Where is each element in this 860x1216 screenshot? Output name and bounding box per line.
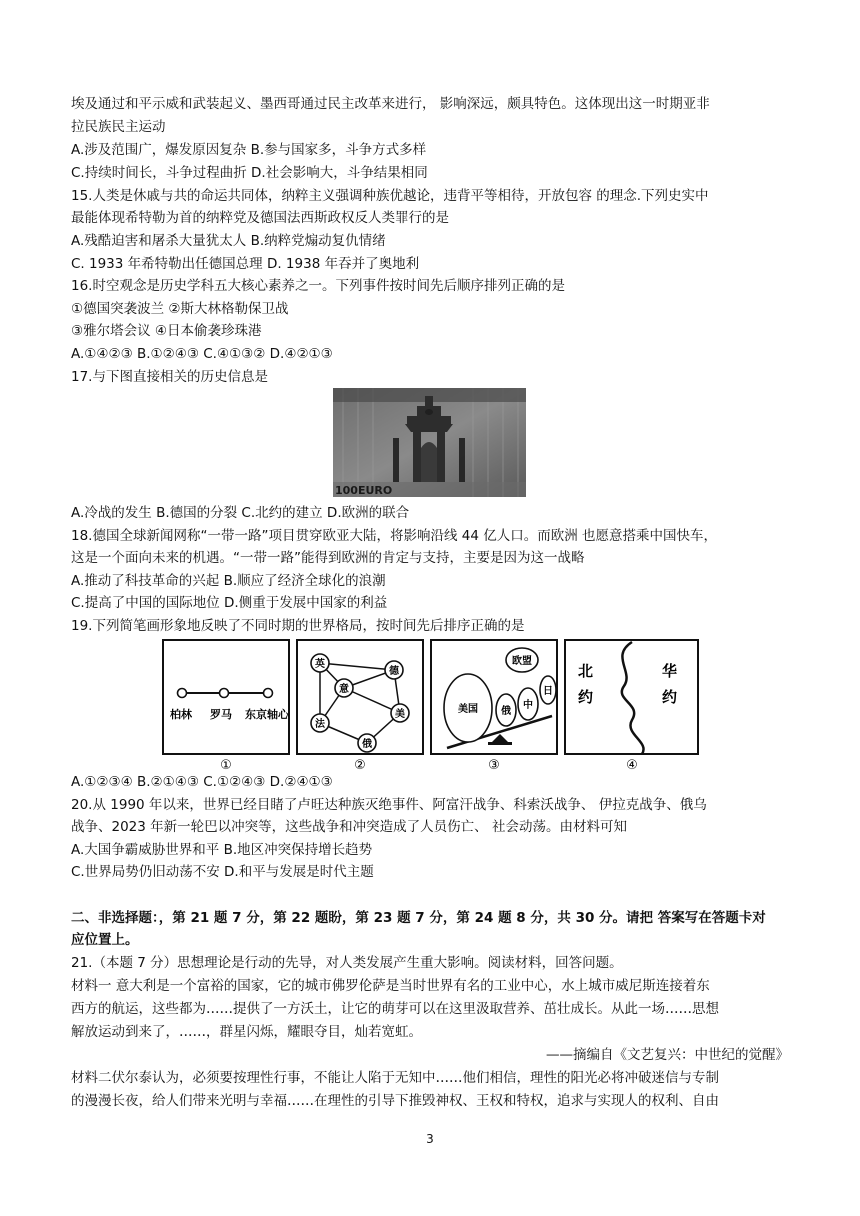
section-heading: 应位置上。 xyxy=(71,932,139,948)
text-line: 最能体现希特勒为首的纳粹党及德国法西斯政权反人类罪行的是 xyxy=(71,210,449,226)
label-usa: 美国 xyxy=(458,704,478,715)
option-line: A.残酷迫害和屠杀大量犹太人 B.纳粹党煽动复仇情绪 xyxy=(71,233,386,249)
material-line: 材料一 意大利是一个富裕的国家，它的城市佛罗伦萨是当时世界有名的工业中心，水上城市威尼斯连接着东 xyxy=(71,978,710,994)
source-citation: ——摘编自《文艺复兴：中世纪的觉醒》 xyxy=(546,1047,789,1063)
label-italy: 意 xyxy=(339,684,349,695)
panel-4-divide xyxy=(578,642,677,754)
text-line: 战争、2023 年新一轮巴以冲突等，这些战争和冲突造成了人员伤亡、 社会动荡。由材料可知 xyxy=(71,819,627,835)
text-line: ③雅尔塔会议 ④日本偷袭珍珠港 xyxy=(71,323,262,339)
panel-2-network xyxy=(311,654,409,752)
material-line: 解放运动到来了，……，群星闪烁，耀眼夺目，灿若宽虹。 xyxy=(71,1024,422,1040)
label-russia: 俄 xyxy=(362,739,372,750)
text-line: 埃及通过和平示威和武装起义、墨西哥通过民主改革来进行， 影响深远，颇具特色。这体现出这一时期亚非 xyxy=(71,96,710,112)
label-nato-2: 约 xyxy=(578,688,594,706)
option-line: A.①②③④ B.②①④③ C.①②④③ D.②④①③ xyxy=(71,774,333,790)
label-rome: 罗马 xyxy=(210,708,232,721)
question-17: 17.与下图直接相关的历史信息是 xyxy=(71,369,268,385)
label-berlin: 柏林 xyxy=(170,708,192,721)
text-line: 这是一个面向未来的机遇。“一带一路”能得到欧洲的肯定与支持，主要是因为这一战略 xyxy=(71,550,585,566)
label-uk: 英 xyxy=(315,659,325,670)
text-line: ①德国突袭波兰 ②斯大林格勒保卫战 xyxy=(71,301,289,317)
question-21: 21.（本题 7 分）思想理论是行动的先导，对人类发展产生重大影响。阅读材料，回答问题。 xyxy=(71,955,623,971)
label-warsaw-2: 约 xyxy=(662,688,678,706)
label-china: 中 xyxy=(523,700,533,711)
option-line: C. 1933 年希特勒出任德国总理 D. 1938 年吞并了奥地利 xyxy=(71,256,420,272)
panel-number: ① xyxy=(220,758,232,772)
option-line: C.提高了中国的国际地位 D.侧重于发展中国家的利益 xyxy=(71,595,388,611)
question-16: 16.时空观念是历史学科五大核心素养之一。下列事件按时间先后顺序排列正确的是 xyxy=(71,278,565,294)
label-germany: 德 xyxy=(389,666,399,677)
question-20: 20.从 1990 年以来，世界已经目睹了卢旺达种族灭绝事件、阿富汗战争、科索沃战争、 伊拉克战争、俄乌 xyxy=(71,797,707,813)
label-russia: 俄 xyxy=(501,706,511,717)
label-tokyo-axis: 东京轴心 xyxy=(245,708,289,721)
page-number: 3 xyxy=(426,1132,434,1146)
label-eu: 欧盟 xyxy=(512,656,532,667)
panel-number: ④ xyxy=(626,758,638,772)
option-line: A.①④②③ B.①②④③ C.④①③② D.④②①③ xyxy=(71,346,333,362)
option-line: A.涉及范围广，爆发原因复杂 B.参与国家多，斗争方式多样 xyxy=(71,142,427,158)
option-line: C.世界局势仍旧动荡不安 D.和平与发展是时代主题 xyxy=(71,864,374,880)
question-15: 15.人类是休戚与共的命运共同体，纳粹主义强调种族优越论，违背平等相待，开放包容 的理念.下列史实中 xyxy=(71,188,709,204)
question-19: 19.下列简笔画形象地反映了不同时期的世界格局，按时间先后排序正确的是 xyxy=(71,618,525,634)
label-warsaw-1: 华 xyxy=(662,662,678,680)
section-heading: 二、非选择题：，第 21 题 7 分，第 22 题盼，第 23 题 7 分，第 24 题 8 分，共 30 分。请把 答案写在答题卡对 xyxy=(71,910,766,926)
panel-number: ③ xyxy=(488,758,500,772)
option-line: A.推动了科技革命的兴起 B.顺应了经济全球化的浪潮 xyxy=(71,573,386,589)
material-line: 西方的航运，这些都为……提供了一方沃土，让它的萌芽可以在这里汲取营养、茁壮成长。从此一场……思想 xyxy=(71,1001,719,1017)
material-line: 的漫漫长夜，给人们带来光明与幸福……在理性的引导下推毁神权、王权和特权，追求与实现人的权利、自由 xyxy=(71,1093,719,1109)
question-18: 18.德国全球新闻网称“一带一路”项目贯穿欧亚大陆，将影响沿线 44 亿人口。而欧洲 也愿意搭乘中国快车， xyxy=(71,528,718,544)
panel-3-balance xyxy=(444,648,556,748)
banknote-label: 100EURO xyxy=(335,484,393,497)
label-nato-1: 北 xyxy=(578,662,594,680)
label-usa: 美 xyxy=(395,709,405,720)
option-line: C.持续时间长，斗争过程曲折 D.社会影响大，斗争结果相同 xyxy=(71,165,428,181)
text-line: 拉民族民主运动 xyxy=(71,119,166,135)
label-japan: 日 xyxy=(543,686,553,697)
panel-1-axis xyxy=(170,689,290,722)
euro-banknote-image xyxy=(333,388,526,497)
world-order-sketches xyxy=(162,638,702,772)
panel-number: ② xyxy=(354,758,366,772)
label-france: 法 xyxy=(315,719,325,730)
option-line: A.冷战的发生 B.德国的分裂 C.北约的建立 D.欧洲的联合 xyxy=(71,505,410,521)
material-line: 材料二伏尔泰认为，必须要按理性行事，不能让人陷于无知中……他们相信，理性的阳光必将冲破迷信与专制 xyxy=(71,1070,719,1086)
option-line: A.大国争霸威胁世界和平 B.地区冲突保持增长趋势 xyxy=(71,842,373,858)
